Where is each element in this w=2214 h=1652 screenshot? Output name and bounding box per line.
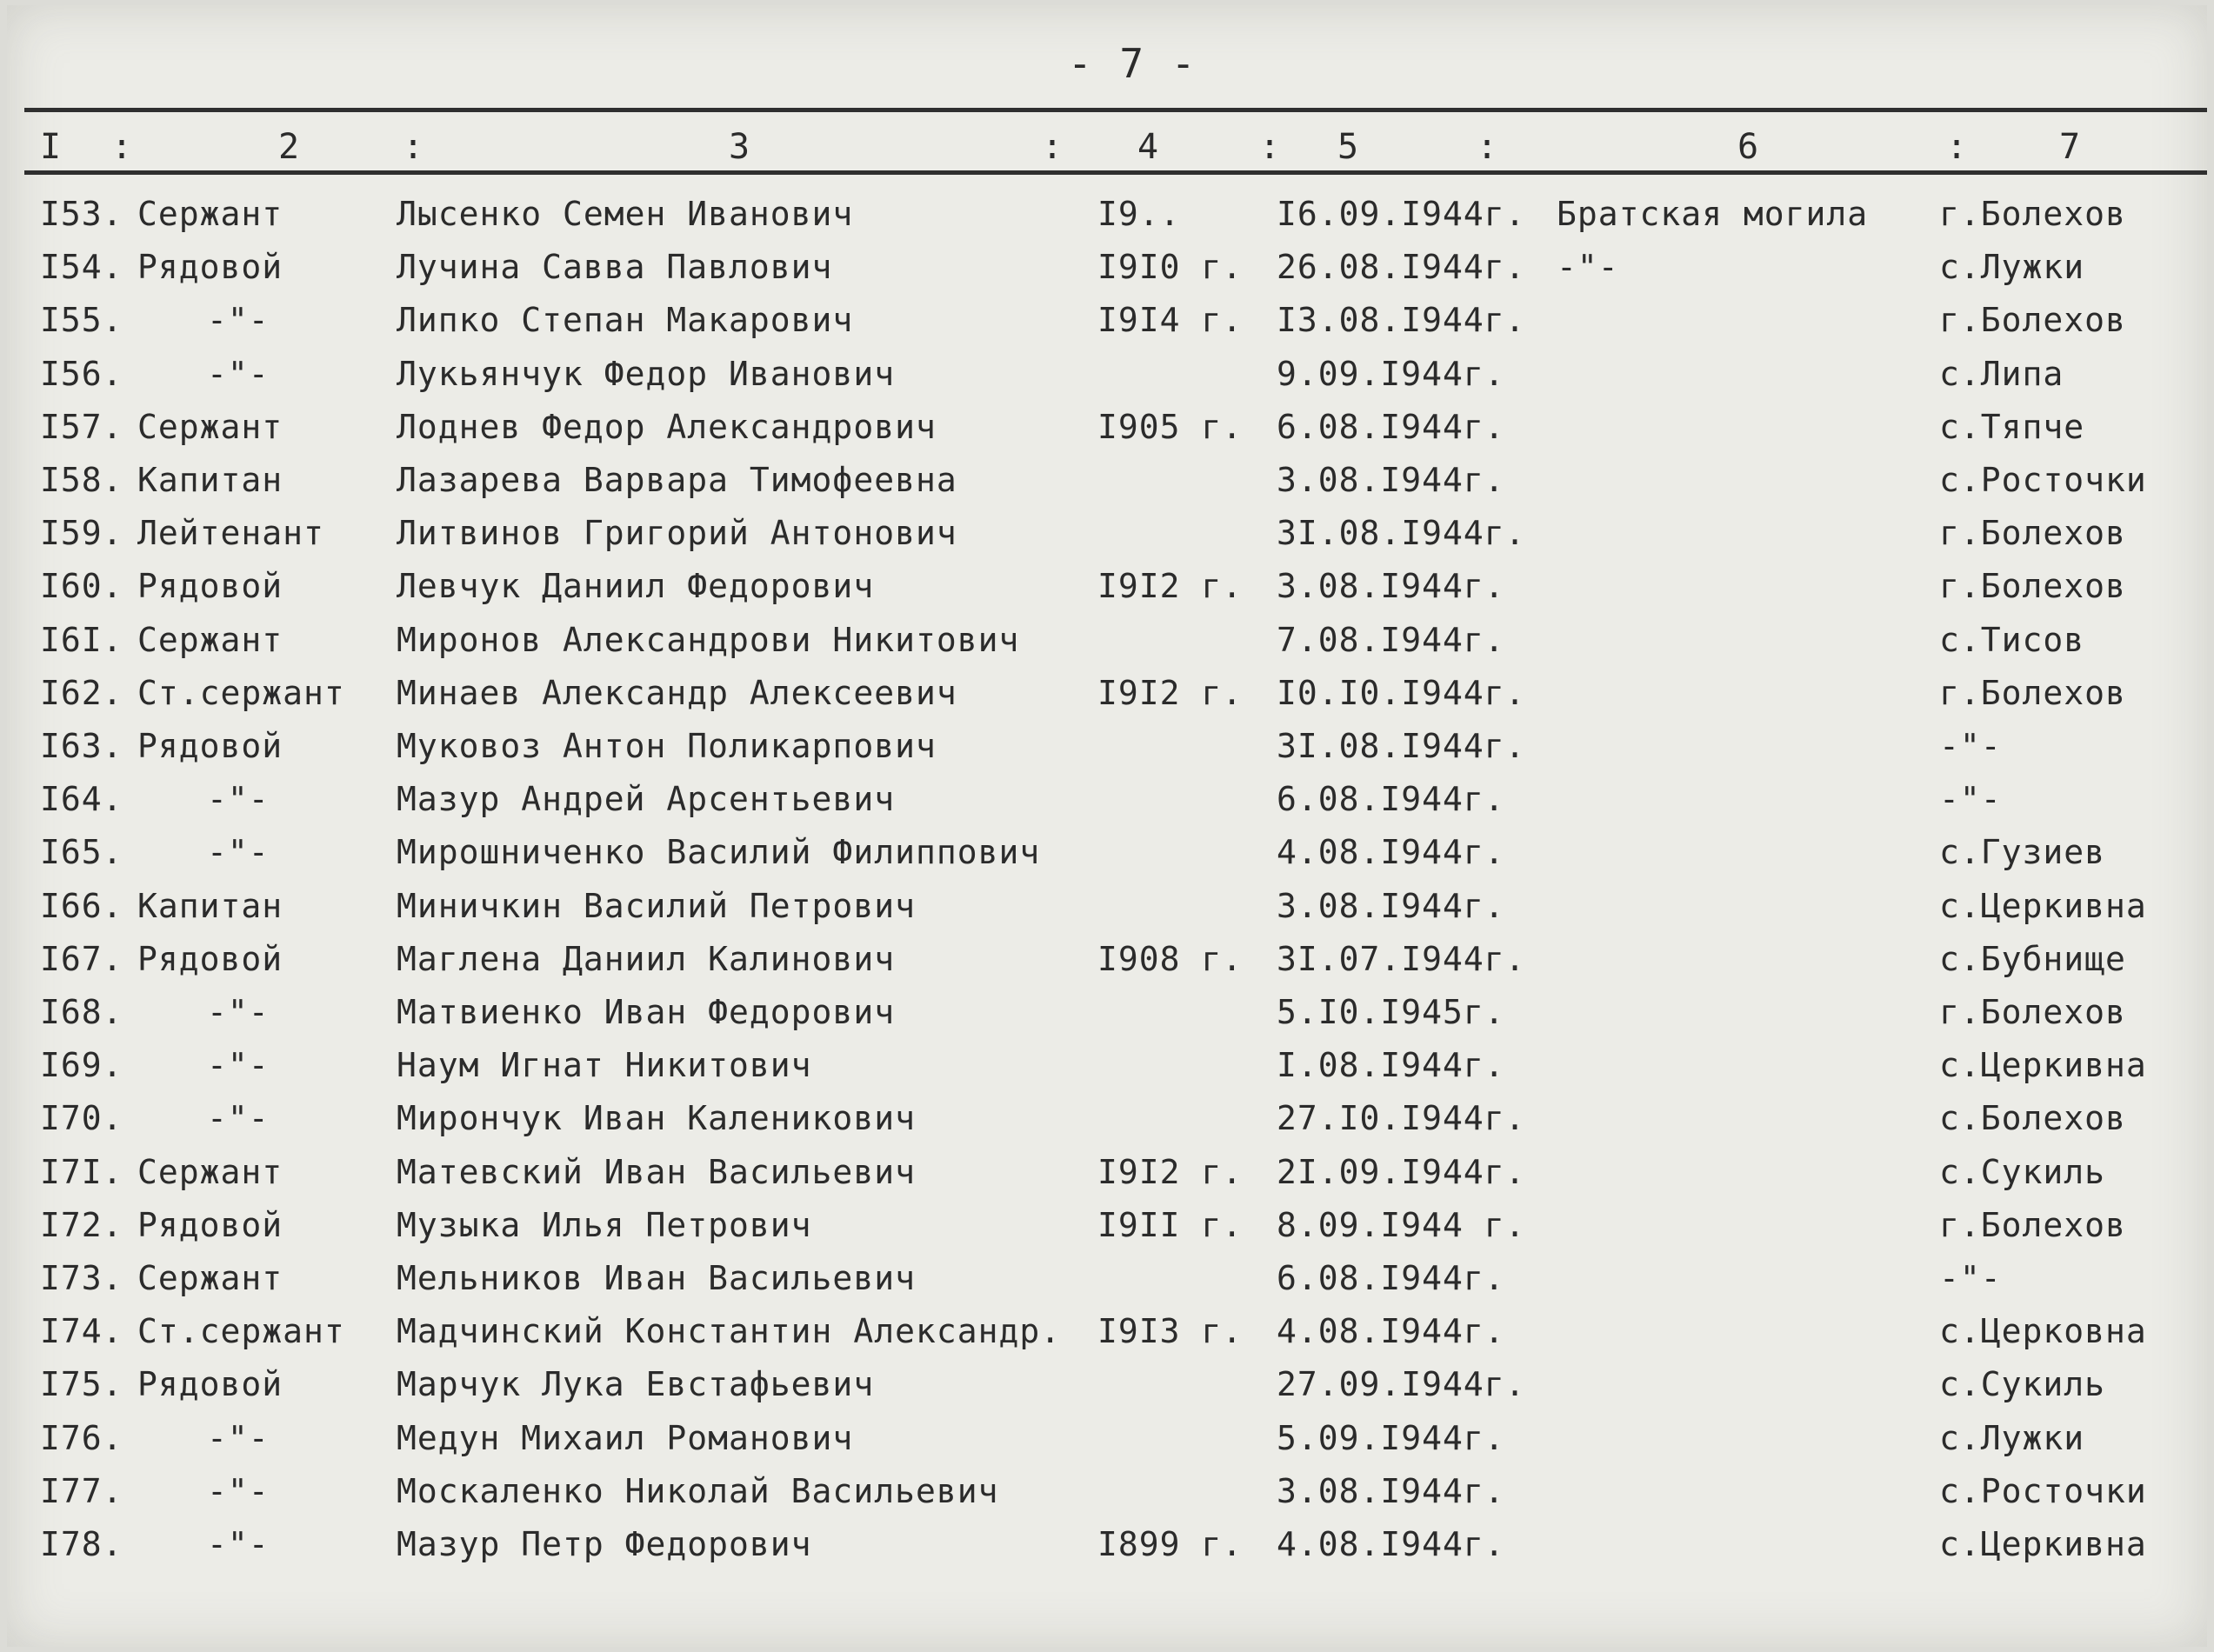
column-header-4: 4 xyxy=(1137,127,1161,167)
record-number: I59. xyxy=(40,514,123,553)
record-number: I73. xyxy=(40,1259,123,1297)
record-death-date: I.08.I944г. xyxy=(1277,1046,1505,1085)
document-page xyxy=(7,5,2207,1647)
table-row xyxy=(7,1465,2214,1517)
table-row xyxy=(7,1412,2214,1464)
column-separator: : xyxy=(1259,127,1283,167)
record-place: г.Болехов xyxy=(1939,1205,2126,1244)
record-rank: -"- xyxy=(207,1525,270,1563)
record-place: с.Лужки xyxy=(1939,248,2085,287)
record-death-date: 4.08.I944г. xyxy=(1277,833,1505,872)
record-birth-year: I9I3 г. xyxy=(1097,1312,1244,1351)
record-name: Лоднев Федор Александрович xyxy=(397,407,937,446)
record-rank: -"- xyxy=(207,354,270,393)
record-place: с.Сукиль xyxy=(1939,1152,2106,1191)
record-number: I76. xyxy=(40,1418,123,1457)
record-number: I57. xyxy=(40,407,123,446)
record-name: Наум Игнат Никитович xyxy=(397,1046,812,1085)
record-name: Миничкин Василий Петрович xyxy=(397,886,916,925)
record-place: г.Болехов xyxy=(1939,195,2126,233)
record-name: Медун Михаил Романович xyxy=(397,1418,854,1457)
record-place: с.Церкивна xyxy=(1939,886,2147,925)
record-rank: -"- xyxy=(207,780,270,819)
record-place: с.Церкивна xyxy=(1939,1525,2147,1563)
record-death-date: 4.08.I944г. xyxy=(1277,1525,1505,1563)
table-row xyxy=(7,986,2214,1038)
table-row xyxy=(7,720,2214,772)
column-separator: : xyxy=(403,127,426,167)
record-death-date: 27.I0.I944г. xyxy=(1277,1099,1526,1138)
record-number: I75. xyxy=(40,1365,123,1404)
record-rank: Капитан xyxy=(137,461,283,499)
record-rank: Рядовой xyxy=(137,567,283,606)
record-place: г.Болехов xyxy=(1939,993,2126,1031)
record-name: Мазур Петр Федорович xyxy=(397,1525,812,1563)
record-number: I66. xyxy=(40,886,123,925)
record-rank: -"- xyxy=(207,1099,270,1138)
record-place: с.Гузиев xyxy=(1939,833,2106,872)
table-row xyxy=(7,348,2214,400)
record-number: I65. xyxy=(40,833,123,872)
record-number: I58. xyxy=(40,461,123,499)
header-top-rule xyxy=(24,108,2207,112)
table-row xyxy=(7,241,2214,293)
record-rank: Сержант xyxy=(137,1152,283,1191)
record-rank: -"- xyxy=(207,1471,270,1510)
record-place: -"- xyxy=(1939,727,2002,765)
record-name: Муковоз Антон Поликарпович xyxy=(397,727,937,765)
record-rank: Рядовой xyxy=(137,939,283,978)
table-row xyxy=(7,826,2214,878)
table-row xyxy=(7,773,2214,825)
record-place: с.Бубнище xyxy=(1939,939,2126,978)
record-number: I78. xyxy=(40,1525,123,1563)
record-rank: Рядовой xyxy=(137,1365,283,1404)
record-name: Мирошниченко Василий Филиппович xyxy=(397,833,1041,872)
column-header-2: 2 xyxy=(278,127,302,167)
record-rank: Сержант xyxy=(137,195,283,233)
record-number: I55. xyxy=(40,301,123,340)
table-row xyxy=(7,1092,2214,1144)
record-death-date: 27.09.I944г. xyxy=(1277,1365,1526,1404)
record-number: I74. xyxy=(40,1312,123,1351)
record-name: Маглена Даниил Калинович xyxy=(397,939,896,978)
header-bottom-rule xyxy=(24,170,2207,175)
record-name: Лукьянчук Федор Иванович xyxy=(397,354,896,393)
record-place: с.Сукиль xyxy=(1939,1365,2106,1404)
record-birth-year: I908 г. xyxy=(1097,939,1244,978)
record-birth-year: I9II г. xyxy=(1097,1205,1244,1244)
record-rank: Рядовой xyxy=(137,727,283,765)
record-place: г.Болехов xyxy=(1939,301,2126,340)
table-row xyxy=(7,188,2214,240)
record-death-date: 3.08.I944г. xyxy=(1277,1471,1505,1510)
record-place: с.Церкивна xyxy=(1939,1046,2147,1085)
record-number: I64. xyxy=(40,780,123,819)
record-name: Лучина Савва Павлович xyxy=(397,248,833,287)
record-death-date: I6.09.I944г. xyxy=(1277,195,1526,233)
record-birth-year: I9I4 г. xyxy=(1097,301,1244,340)
table-row xyxy=(7,1518,2214,1570)
table-row xyxy=(7,1252,2214,1304)
column-header-6: 6 xyxy=(1737,127,1761,167)
column-separator: : xyxy=(1946,127,1970,167)
record-number: I69. xyxy=(40,1046,123,1085)
record-death-date: 3I.07.I944г. xyxy=(1277,939,1526,978)
record-birth-year: I905 г. xyxy=(1097,407,1244,446)
record-birth-year: I9I2 г. xyxy=(1097,1152,1244,1191)
record-name: Марчук Лука Евстафьевич xyxy=(397,1365,875,1404)
record-death-date: 2I.09.I944г. xyxy=(1277,1152,1526,1191)
record-name: Матевский Иван Васильевич xyxy=(397,1152,916,1191)
record-death-date: 26.08.I944г. xyxy=(1277,248,1526,287)
table-row xyxy=(7,1039,2214,1091)
record-rank: -"- xyxy=(207,1046,270,1085)
record-name: Лазарева Варвара Тимофеевна xyxy=(397,461,957,499)
page-number: - 7 - xyxy=(1068,40,1197,87)
record-birth-year: I899 г. xyxy=(1097,1525,1244,1563)
record-death-date: 3I.08.I944г. xyxy=(1277,514,1526,553)
record-name: Миронов Александрови Никитович xyxy=(397,620,1020,659)
table-row xyxy=(7,1358,2214,1410)
record-name: Минаев Александр Алексеевич xyxy=(397,673,957,712)
record-death-date: 9.09.I944г. xyxy=(1277,354,1505,393)
record-death-date: 5.09.I944г. xyxy=(1277,1418,1505,1457)
record-number: I6I. xyxy=(40,620,123,659)
table-row xyxy=(7,880,2214,932)
record-rank: Рядовой xyxy=(137,248,283,287)
record-death-date: I3.08.I944г. xyxy=(1277,301,1526,340)
table-row xyxy=(7,1199,2214,1251)
record-rank: Сержант xyxy=(137,620,283,659)
table-row xyxy=(7,667,2214,719)
record-number: I62. xyxy=(40,673,123,712)
record-rank: Ст.сержант xyxy=(137,673,345,712)
record-name: Музыка Илья Петрович xyxy=(397,1205,812,1244)
record-name: Мирончук Иван Каленикович xyxy=(397,1099,916,1138)
record-place: с.Липа xyxy=(1939,354,2064,393)
column-separator: : xyxy=(1477,127,1500,167)
record-number: I70. xyxy=(40,1099,123,1138)
record-name: Липко Степан Макарович xyxy=(397,301,854,340)
record-rank: Капитан xyxy=(137,886,283,925)
column-header-7: 7 xyxy=(2059,127,2083,167)
record-death-date: 4.08.I944г. xyxy=(1277,1312,1505,1351)
record-number: I60. xyxy=(40,567,123,606)
record-place: с.Росточки xyxy=(1939,1471,2147,1510)
record-rank: Рядовой xyxy=(137,1205,283,1244)
record-number: I63. xyxy=(40,727,123,765)
table-row xyxy=(7,560,2214,612)
record-burial: -"- xyxy=(1557,248,1619,287)
column-header-I: I xyxy=(40,127,63,167)
record-name: Лысенко Семен Иванович xyxy=(397,195,854,233)
record-place: с.Лужки xyxy=(1939,1418,2085,1457)
record-name: Левчук Даниил Федорович xyxy=(397,567,875,606)
record-rank: -"- xyxy=(207,833,270,872)
record-death-date: 3I.08.I944г. xyxy=(1277,727,1526,765)
record-place: с.Тяпче xyxy=(1939,407,2085,446)
record-death-date: 8.09.I944 г. xyxy=(1277,1205,1526,1244)
column-separator: : xyxy=(111,127,135,167)
record-rank: -"- xyxy=(207,993,270,1031)
record-name: Мельников Иван Васильевич xyxy=(397,1259,916,1297)
record-rank: -"- xyxy=(207,1418,270,1457)
record-number: I77. xyxy=(40,1471,123,1510)
record-number: I54. xyxy=(40,248,123,287)
record-place: с.Росточки xyxy=(1939,461,2147,499)
table-row xyxy=(7,933,2214,985)
record-name: Москаленко Николай Васильевич xyxy=(397,1471,999,1510)
record-death-date: 3.08.I944г. xyxy=(1277,886,1505,925)
record-birth-year: I9I2 г. xyxy=(1097,673,1244,712)
table-row xyxy=(7,1305,2214,1357)
record-birth-year: I9I2 г. xyxy=(1097,567,1244,606)
record-death-date: 7.08.I944г. xyxy=(1277,620,1505,659)
record-number: I7I. xyxy=(40,1152,123,1191)
column-separator: : xyxy=(1042,127,1065,167)
record-number: I72. xyxy=(40,1205,123,1244)
record-name: Литвинов Григорий Антонович xyxy=(397,514,957,553)
record-place: г.Болехов xyxy=(1939,514,2126,553)
record-name: Мазур Андрей Арсентьевич xyxy=(397,780,896,819)
record-rank: -"- xyxy=(207,301,270,340)
column-header-3: 3 xyxy=(729,127,752,167)
record-place: г.Болехов xyxy=(1939,567,2126,606)
table-row xyxy=(7,401,2214,453)
record-birth-year: I9.. xyxy=(1097,195,1181,233)
record-place: с.Тисов xyxy=(1939,620,2085,659)
record-death-date: 6.08.I944г. xyxy=(1277,780,1505,819)
column-header-5: 5 xyxy=(1337,127,1361,167)
record-rank: Сержант xyxy=(137,407,283,446)
record-death-date: 6.08.I944г. xyxy=(1277,1259,1505,1297)
table-row xyxy=(7,1146,2214,1198)
record-death-date: 3.08.I944г. xyxy=(1277,461,1505,499)
record-place: с.Церковна xyxy=(1939,1312,2147,1351)
record-rank: Сержант xyxy=(137,1259,283,1297)
record-number: I53. xyxy=(40,195,123,233)
record-death-date: 5.I0.I945г. xyxy=(1277,993,1505,1031)
table-row xyxy=(7,614,2214,666)
record-death-date: I0.I0.I944г. xyxy=(1277,673,1526,712)
record-name: Мадчинский Константин Александр. xyxy=(397,1312,1062,1351)
record-name: Матвиенко Иван Федорович xyxy=(397,993,896,1031)
record-burial: Братская могила xyxy=(1557,195,1869,233)
record-birth-year: I9I0 г. xyxy=(1097,248,1244,287)
record-place: с.Болехов xyxy=(1939,1099,2126,1138)
record-rank: Ст.сержант xyxy=(137,1312,345,1351)
record-number: I56. xyxy=(40,354,123,393)
record-place: -"- xyxy=(1939,1259,2002,1297)
table-row xyxy=(7,454,2214,506)
table-row xyxy=(7,507,2214,559)
record-death-date: 3.08.I944г. xyxy=(1277,567,1505,606)
record-place: г.Болехов xyxy=(1939,673,2126,712)
record-number: I67. xyxy=(40,939,123,978)
record-death-date: 6.08.I944г. xyxy=(1277,407,1505,446)
record-number: I68. xyxy=(40,993,123,1031)
record-rank: Лейтенант xyxy=(137,514,324,553)
table-row xyxy=(7,294,2214,346)
record-place: -"- xyxy=(1939,780,2002,819)
